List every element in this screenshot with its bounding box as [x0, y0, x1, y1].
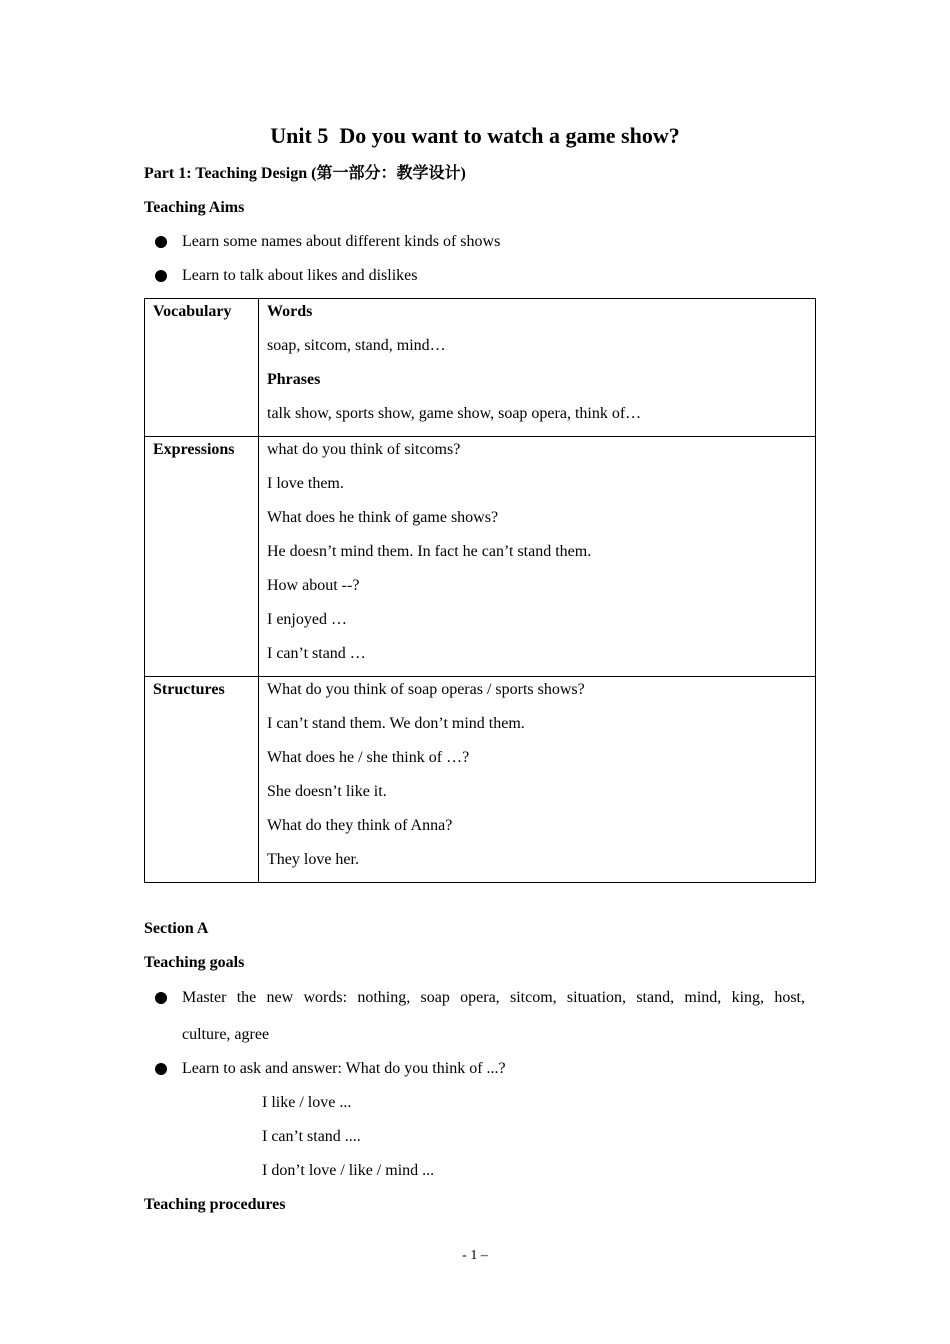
- expression-line: What does he think of game shows?: [267, 509, 499, 526]
- expression-line: I can’t stand …: [267, 645, 366, 662]
- structure-line: What do they think of Anna?: [267, 817, 453, 834]
- words-text: soap, sitcom, stand, mind…: [267, 337, 446, 354]
- teaching-aims-heading: Teaching Aims: [144, 199, 245, 216]
- aim-text: Learn some names about different kinds of shows: [182, 233, 501, 250]
- table-row-structures: [145, 677, 816, 883]
- row-content-structures: [259, 677, 816, 883]
- goal-text: Learn to ask and answer: What do you think of ...?: [182, 1060, 506, 1077]
- expression-line: what do you think of sitcoms?: [267, 441, 461, 458]
- teaching-goals-heading: Teaching goals: [144, 954, 245, 971]
- structure-line: What does he / she think of …?: [267, 749, 470, 766]
- document-title: Unit 5 Do you want to watch a game show?: [270, 123, 680, 148]
- row-content-vocabulary: [259, 299, 816, 437]
- structure-line: She doesn’t like it.: [267, 783, 387, 800]
- structure-line: They love her.: [267, 851, 359, 868]
- row-label-text: Structures: [153, 681, 225, 698]
- row-content-expressions: [259, 437, 816, 677]
- row-label-text: Expressions: [153, 441, 235, 458]
- table-row-expressions: [145, 437, 816, 677]
- bullet-icon: [155, 992, 167, 1004]
- expression-line: He doesn’t mind them. In fact he can’t stand them.: [267, 543, 592, 560]
- row-label-text: Vocabulary: [153, 303, 232, 320]
- section-a-heading: Section A: [144, 920, 209, 937]
- part1-heading: Part 1: Teaching Design (第一部分：教学设计): [144, 165, 466, 182]
- answer-line: I don’t love / like / mind ...: [262, 1162, 435, 1179]
- structure-line: What do you think of soap operas / sports shows?: [267, 681, 585, 698]
- expression-line: How about --?: [267, 577, 360, 594]
- goal-text-line-2: culture, agree: [182, 1026, 270, 1043]
- expression-line: I enjoyed …: [267, 611, 347, 628]
- teaching-procedures-heading: Teaching procedures: [144, 1196, 286, 1213]
- answer-line: I can’t stand ....: [262, 1128, 361, 1145]
- expression-line: I love them.: [267, 475, 344, 492]
- page-number: - 1 –: [462, 1248, 488, 1263]
- structure-line: I can’t stand them. We don’t mind them.: [267, 715, 525, 732]
- row-label-vocabulary: [145, 299, 259, 437]
- goal-text-line-1: Master the new words: nothing, soap opera, sitcom, situation, stand, mind, king, host,: [182, 989, 805, 1006]
- words-label: Words: [267, 303, 313, 320]
- bullet-icon: [155, 270, 167, 282]
- bullet-icon: [155, 236, 167, 248]
- table-row-vocabulary: [145, 299, 816, 437]
- answer-line: I like / love ...: [262, 1094, 352, 1111]
- teaching-aims-table: [144, 298, 816, 883]
- phrases-text: talk show, sports show, game show, soap opera, think of…: [267, 405, 642, 422]
- phrases-label: Phrases: [267, 371, 321, 388]
- bullet-icon: [155, 1063, 167, 1075]
- aim-text: Learn to talk about likes and dislikes: [182, 267, 418, 284]
- row-label-structures: [145, 677, 259, 883]
- row-label-expressions: [145, 437, 259, 677]
